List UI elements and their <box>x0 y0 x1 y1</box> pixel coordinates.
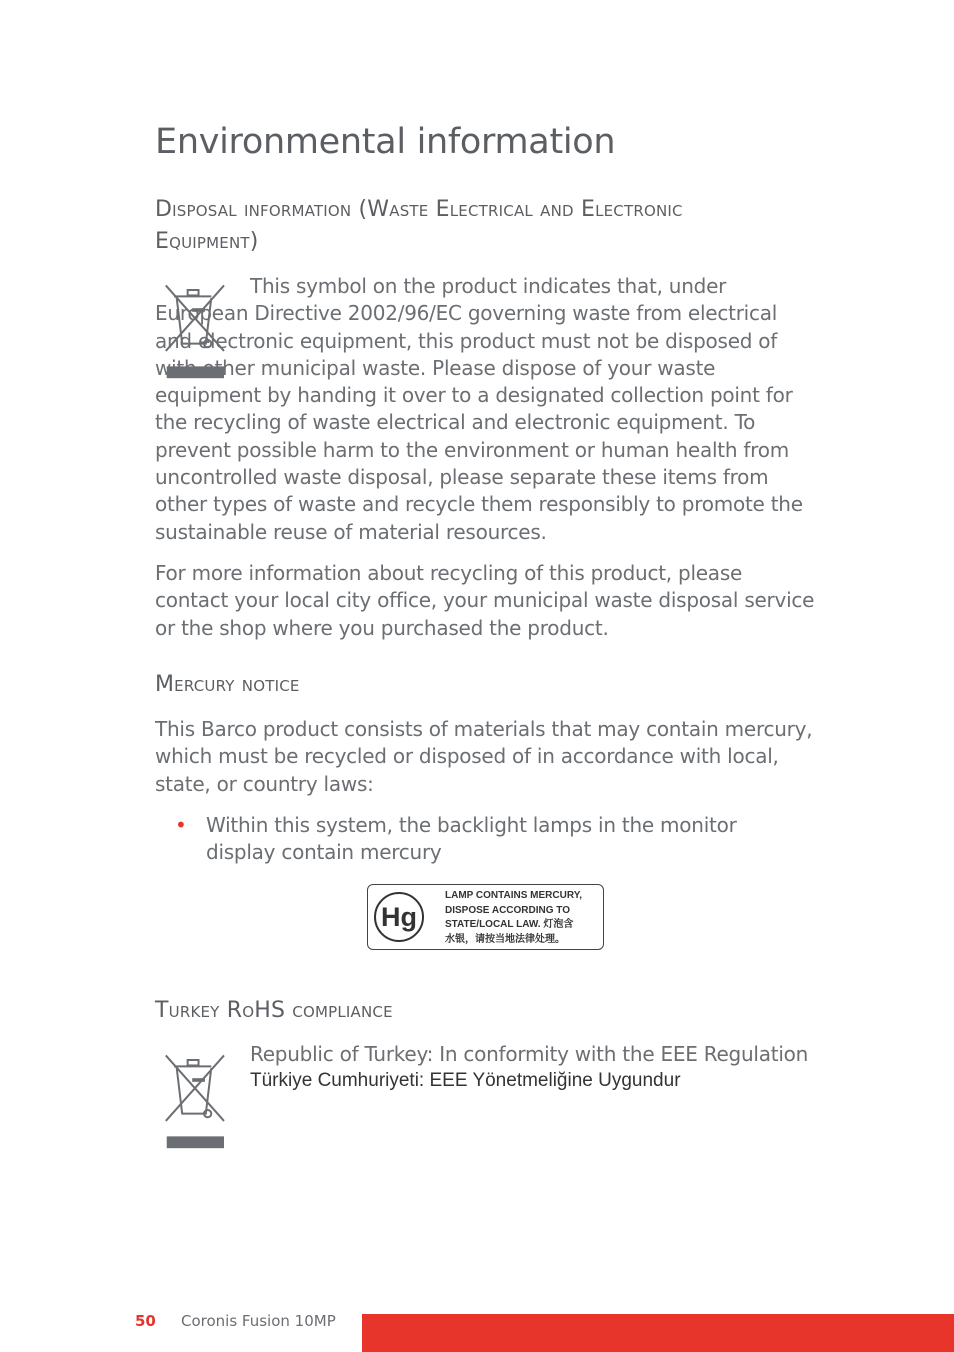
heading-line: Equipment) <box>155 229 259 254</box>
hg-symbol-icon: Hg <box>374 892 424 942</box>
weee-crossed-bin-icon <box>155 1050 233 1150</box>
footer-accent-bar <box>362 1314 954 1352</box>
section-heading-turkey: Turkey RoHS compliance <box>155 998 393 1023</box>
page-number: 50 <box>135 1312 156 1330</box>
label-line: 水银，请按当地法律处理。 <box>445 933 565 945</box>
label-line: LAMP CONTAINS MERCURY, <box>445 890 583 901</box>
bullet-icon: • <box>175 813 187 837</box>
mercury-warning-label <box>367 884 604 950</box>
label-line: STATE/LOCAL LAW. 灯泡含 <box>445 919 574 930</box>
label-line: DISPOSE ACCORDING TO <box>445 904 571 916</box>
disposal-paragraph-2: For more information about recycling of this product, please contact your local city office, your municipal waste disposal service or the shop where you purchased the product. <box>155 561 815 640</box>
section-heading-disposal <box>155 194 683 258</box>
turkey-conformity-en: Republic of Turkey: In conformity with the EEE Regulation <box>250 1042 809 1066</box>
turkey-conformity-tr: Türkiye Cumhuriyeti: EEE Yönetmeliğine Uygundur <box>250 1070 681 1091</box>
product-name: Coronis Fusion 10MP <box>181 1312 336 1330</box>
mercury-paragraph: This Barco product consists of materials that may contain mercury, which must be recycled or disposed of in accordance with local, state, or country laws: <box>155 717 813 796</box>
heading-line: Disposal information (Waste Electrical and Electronic <box>155 197 683 222</box>
bullet-text: Within this system, the backlight lamps in the monitor display contain mercury <box>206 813 737 865</box>
page-title: Environmental information <box>155 122 616 162</box>
disposal-paragraph-1: This symbol on the product indicates that, under European Directive 2002/96/EC governing waste from electrical and electronic equipment, this product must not be disposed of with other municipal waste. Please dispose of your waste equipment by handing it over to a designated collection point for the recycling of waste electrical and electronic equipment. To prevent possible harm to the environment or human health from uncontrolled waste disposal, please separate these items from other types of waste and recycle them responsibly to promote the sustainable reuse of material resources. <box>155 274 803 544</box>
mercury-label-text <box>445 889 605 947</box>
section-heading-mercury: Mercury notice <box>155 672 300 697</box>
